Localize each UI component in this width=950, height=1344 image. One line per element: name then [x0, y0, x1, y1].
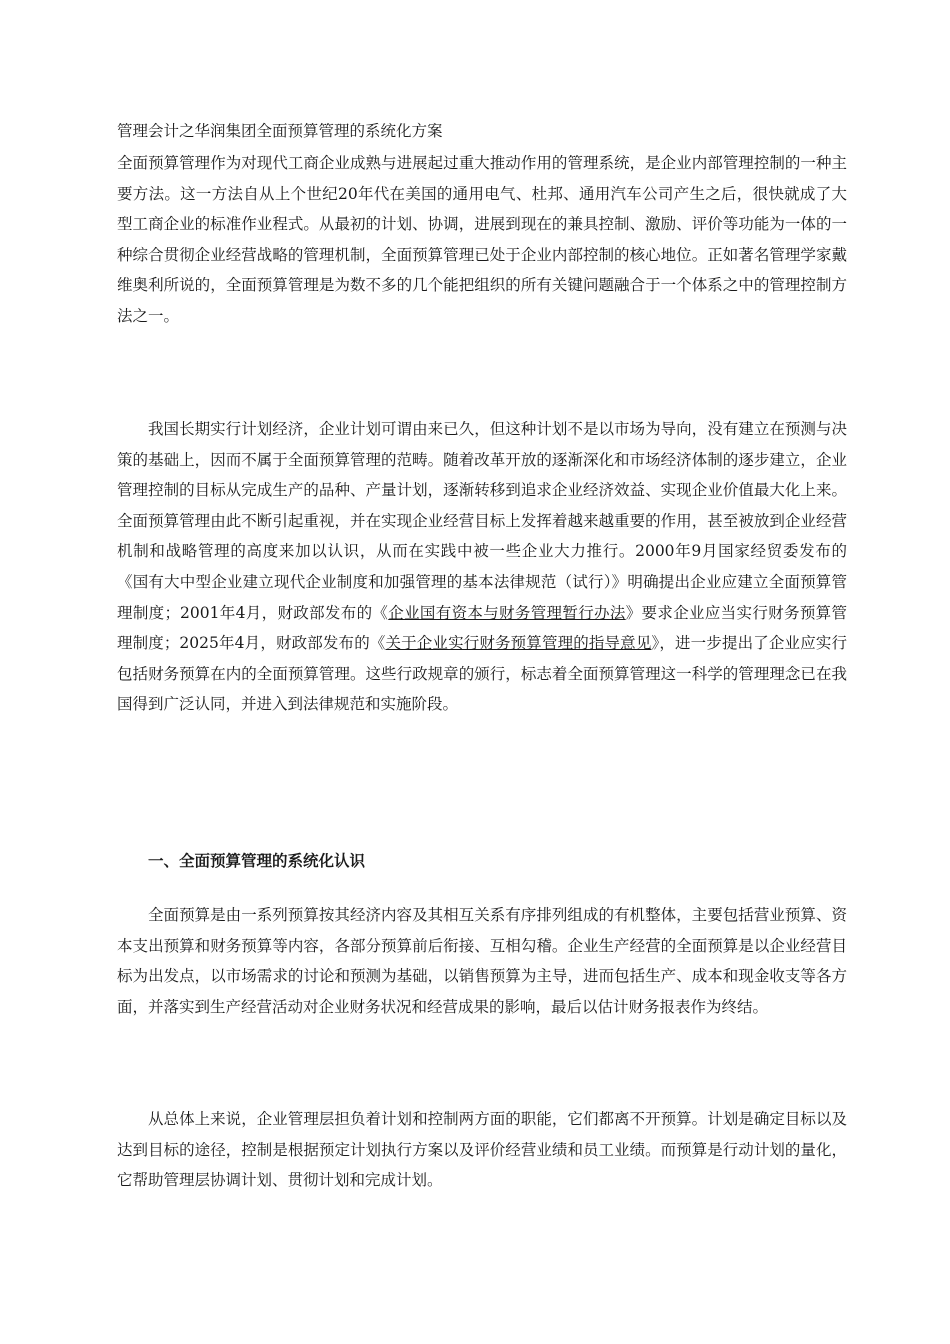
- document-title: 管理会计之华润集团全面预算管理的系统化方案: [117, 122, 443, 140]
- paragraph-history: [117, 414, 847, 720]
- paragraph-system-definition: 全面预算是由一系列预算按其经济内容及其相互关系有序排列组成的有机整体，主要包括营业预算、资本支出预算和财务预算等内容，各部分预算前后衔接、互相勾稽。企业生产经营的全面预算是以企业经营目标为出发点，以市场需求的讨论和预测为基础，以销售预算为主导，进而包括生产、成本和现金收支等各方面，并落实到生产经营活动对企业财务状况和经营成果的影响，最后以估计财务报表作为终结。: [117, 906, 847, 1016]
- paragraph-history-text-2: 》要求企业应当实行财务预算管理制度；2025年4月，财政部发布的《: [117, 603, 847, 653]
- paragraph-history-text-3: 》，进一步提出了企业应实行包括财务预算在内的全面预算管理。这些行政规章的颁行，标志着全面预算管理这一科学的管理理念已在我国得到广泛认同，并进入到法律规范和实施阶段。: [117, 634, 847, 714]
- paragraph-history-text-1: 我国长期实行计划经济，企业计划可谓由来已久，但这种计划不是以市场为导向，没有建立在预测与决策的基础上，因而不属于全面预算管理的范畴。随着改革开放的逐渐深化和市场经济体制的逐步建立，企业管理控制的目标从完成生产的品种、产量计划，逐渐转移到追求企业经济效益、实现企业价值最大化上来。全面预算管理由此不断引起重视，并在实现企业经营目标上发挥着越来越重要的作用，甚至被放到企业经营机制和战略管理的高度来加以认识，从而在实践中被一些企业大力推行。2000年9月国家经贸委发布的《国有大中型企业建立现代企业制度和加强管理的基本法律规范（试行）》明确提出企业应建立全面预算管理制度；2001年4月，财政部发布的《: [117, 420, 847, 622]
- section-heading: 一、全面预算管理的系统化认识: [148, 852, 366, 870]
- paragraph-management-functions: 从总体上来说，企业管理层担负着计划和控制两方面的职能，它们都离不开预算。计划是确定目标以及达到目标的途径，控制是根据预定计划执行方案以及评价经营业绩和员工业绩。而预算是行动计划的量化，它帮助管理层协调计划、贯彻计划和完成计划。: [117, 1110, 847, 1190]
- link-budget-guidance[interactable]: 关于企业实行财务预算管理的指导意见: [385, 634, 652, 653]
- paragraph-intro: 全面预算管理作为对现代工商企业成熟与进展起过重大推动作用的管理系统，是企业内部管理控制的一种主要方法。这一方法自从上个世纪20年代在美国的通用电气、杜邦、通用汽车公司产生之后，很快就成了大型工商企业的标准作业程式。从最初的计划、协调，进展到现在的兼具控制、激励、评价等功能为一体的一种综合贯彻企业经营战略的管理机制，全面预算管理已处于企业内部控制的核心地位。正如著名管理学家戴维奥利所说的，全面预算管理是为数不多的几个能把组织的所有关键问题融合于一个体系之中的管理控制方法之一。: [117, 154, 847, 325]
- link-capital-finance-measures[interactable]: 企业国有资本与财务管理暂行办法: [388, 603, 626, 622]
